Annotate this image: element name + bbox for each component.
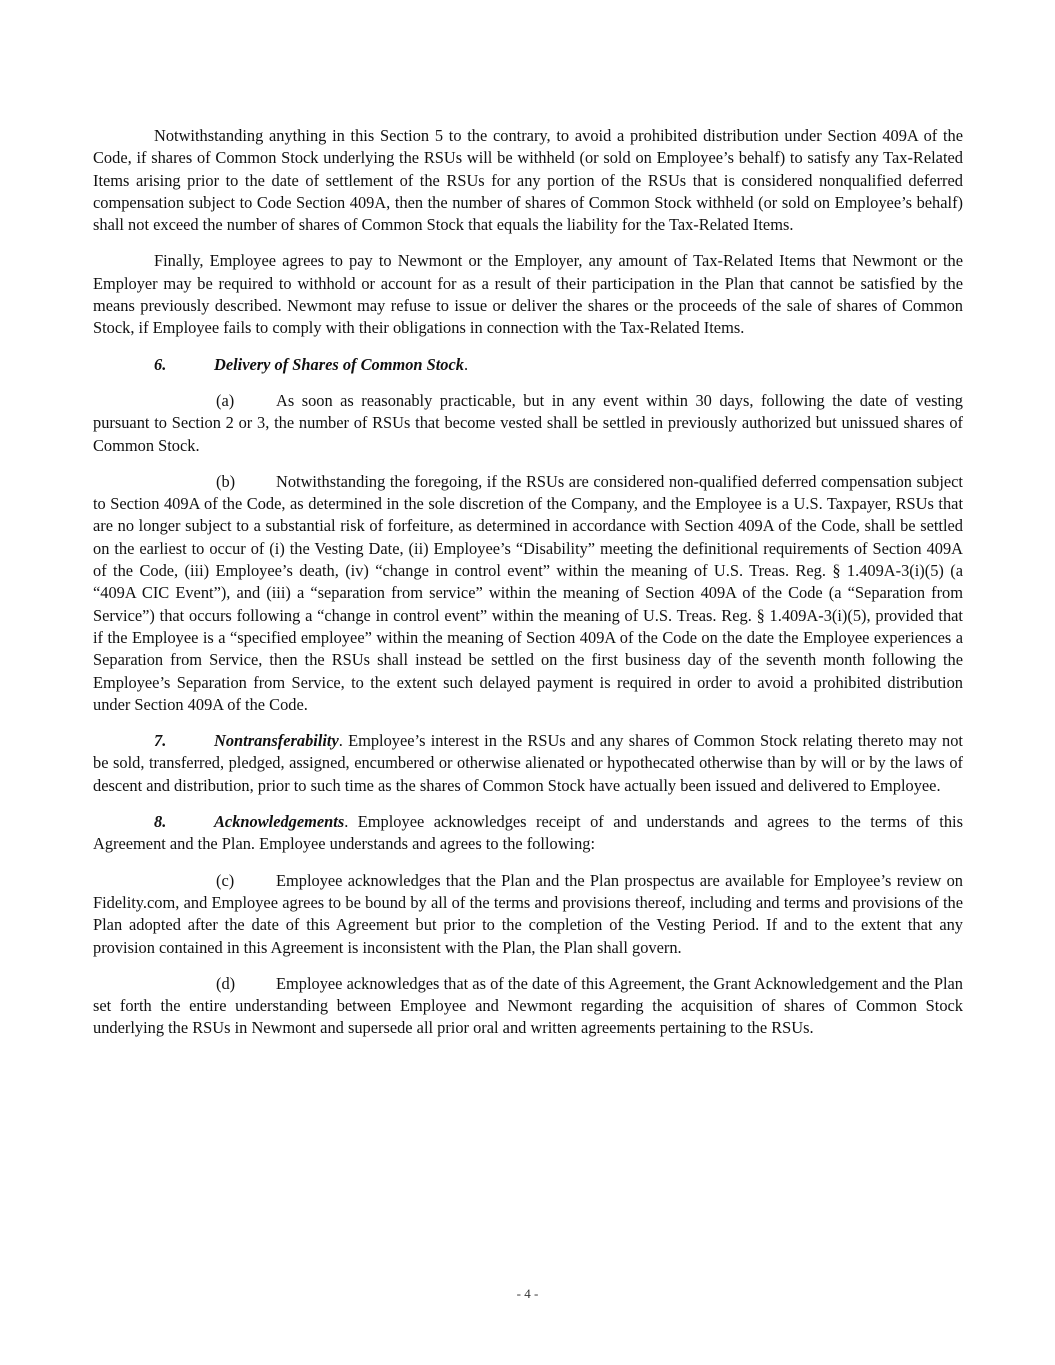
section-6-subparagraph-b — [93, 471, 963, 716]
section-7-number: 7. — [154, 731, 167, 751]
section-6-number: 6. — [154, 354, 167, 374]
section-8-number: 8. — [154, 812, 167, 832]
paragraph-employee-payment: Finally, Employee agrees to pay to Newmont or the Employer, any amount of Tax-Related Items that Newmont or the Employer may be required to withhold or account for as a result of their participation in the Plan that cannot be satisfied by the means previously described. Newmont may refuse to issue or deliver the shares or the proceeds of the sale of shares of Common Stock, if Employee fails to comply with their obligations in connection with the Tax-Related Items. — [93, 251, 963, 338]
subparagraph-a-text: As soon as reasonably practicable, but in any event within 30 days, following the date of vesting pursuant to Section 2 or 3, the number of RSUs that become vested shall be settled in previously authorized but unissued shares of Common Stock. — [93, 390, 963, 455]
section-8-subparagraph-d — [93, 973, 963, 1040]
section-6-subparagraph-a — [93, 390, 963, 457]
page-number: - 4 - — [516, 1286, 539, 1301]
subparagraph-d-text: Employee acknowledges that as of the date of this Agreement, the Grant Acknowledgement and the Plan set forth the entire understanding between Employee and Newmont regarding the acquisition of shares of Common Stock underlying the RSUs in Newmont and supersede all prior oral and written agreements pertaining to the RSUs. — [93, 973, 963, 1038]
section-6-title: Delivery of Shares of Common Stock — [214, 354, 464, 374]
subparagraph-c-text: Employee acknowledges that the Plan and the Plan prospectus are available for Employee’s review on Fidelity.com, and Employee agrees to be bound by all of the terms and provisions thereof, including and terms and provisions of the Plan adopted after the date of this Agreement but prior to the completion of the Vesting Period. If and to the extent that any provision contained in this Agreement is inconsistent with the Plan, the Plan shall govern. — [93, 870, 963, 957]
section-8-paragraph — [93, 811, 963, 856]
document-page — [93, 125, 963, 1054]
subparagraph-b-label: (b) — [216, 471, 236, 491]
section-8-subparagraph-c — [93, 870, 963, 959]
section-6-heading — [93, 354, 963, 376]
subparagraph-c-label: (c) — [216, 870, 235, 890]
section-8-title: Acknowledgements — [214, 812, 345, 832]
section-8-text: . Employee acknowledges receipt of and understands and agrees to the terms of this Agreement and the Plan. Employee understands and agrees to the following: — [93, 812, 963, 854]
paragraph-withholding-409a: Notwithstanding anything in this Section 5 to the contrary, to avoid a prohibited distribution under Section 409A of the Code, if shares of Common Stock underlying the RSUs will be withheld (or sold on Employee’s behalf) to satisfy any Tax-Related Items arising prior to the date of settlement of the RSUs for any portion of the RSUs that is considered nonqualified deferred compensation subject to Code Section 409A, then the number of shares of Common Stock withheld (or sold on Employee’s behalf) shall not exceed the number of shares of Common Stock that equals the liability for the Tax-Related Items. — [93, 126, 963, 235]
section-7-title: Nontransferability — [214, 731, 339, 751]
subparagraph-a-label: (a) — [216, 390, 235, 410]
subparagraph-d-label: (d) — [216, 973, 236, 993]
section-6-title-period: . — [463, 354, 469, 374]
section-7-paragraph — [93, 730, 963, 797]
section-7-text: . Employee’s interest in the RSUs and any shares of Common Stock relating thereto may not be sold, transferred, pledged, assigned, encumbered or otherwise alienated or hypothecated otherwise than by will or by the laws of descent and distribution, prior to such time as the shares of Common Stock have actually been issued and delivered to Employee. — [93, 731, 963, 795]
subparagraph-b-text: Notwithstanding the foregoing, if the RSUs are considered non-qualified deferred compensation subject to Section 409A of the Code, as determined in the sole discretion of the Company, and the Employee is a U.S. Taxpayer, RSUs that are no longer subject to a substantial risk of forfeiture, as determined in accordance with Section 409A of the Code, shall be settled on the earliest to occur of (i) the Vesting Date, (ii) Employee’s “Disability” meeting the definitional requirements of Section 409A of the Code, (iii) Employee’s death, (iv) “change in control event” within the meaning of U.S. Treas. Reg. § 1.409A-3(i)(5) (a “409A CIC Event”), and (iii) a “separation from service” within the meaning of Section 409A of the Code (a “Separation from Service”) that occurs following a “change in control event” within the meaning of U.S. Treas. Reg. § 1.409A-3(i)(5), provided that if the Employee is a “specified employee” within the meaning of Section 409A of the Code on the date the Employee experiences a Separation from Service, then the RSUs shall instead be settled on the first business day of the seventh month following the Employee’s Separation from Service, to the extent such delayed payment is required in order to avoid a prohibited distribution under Section 409A of the Code. — [93, 471, 963, 714]
